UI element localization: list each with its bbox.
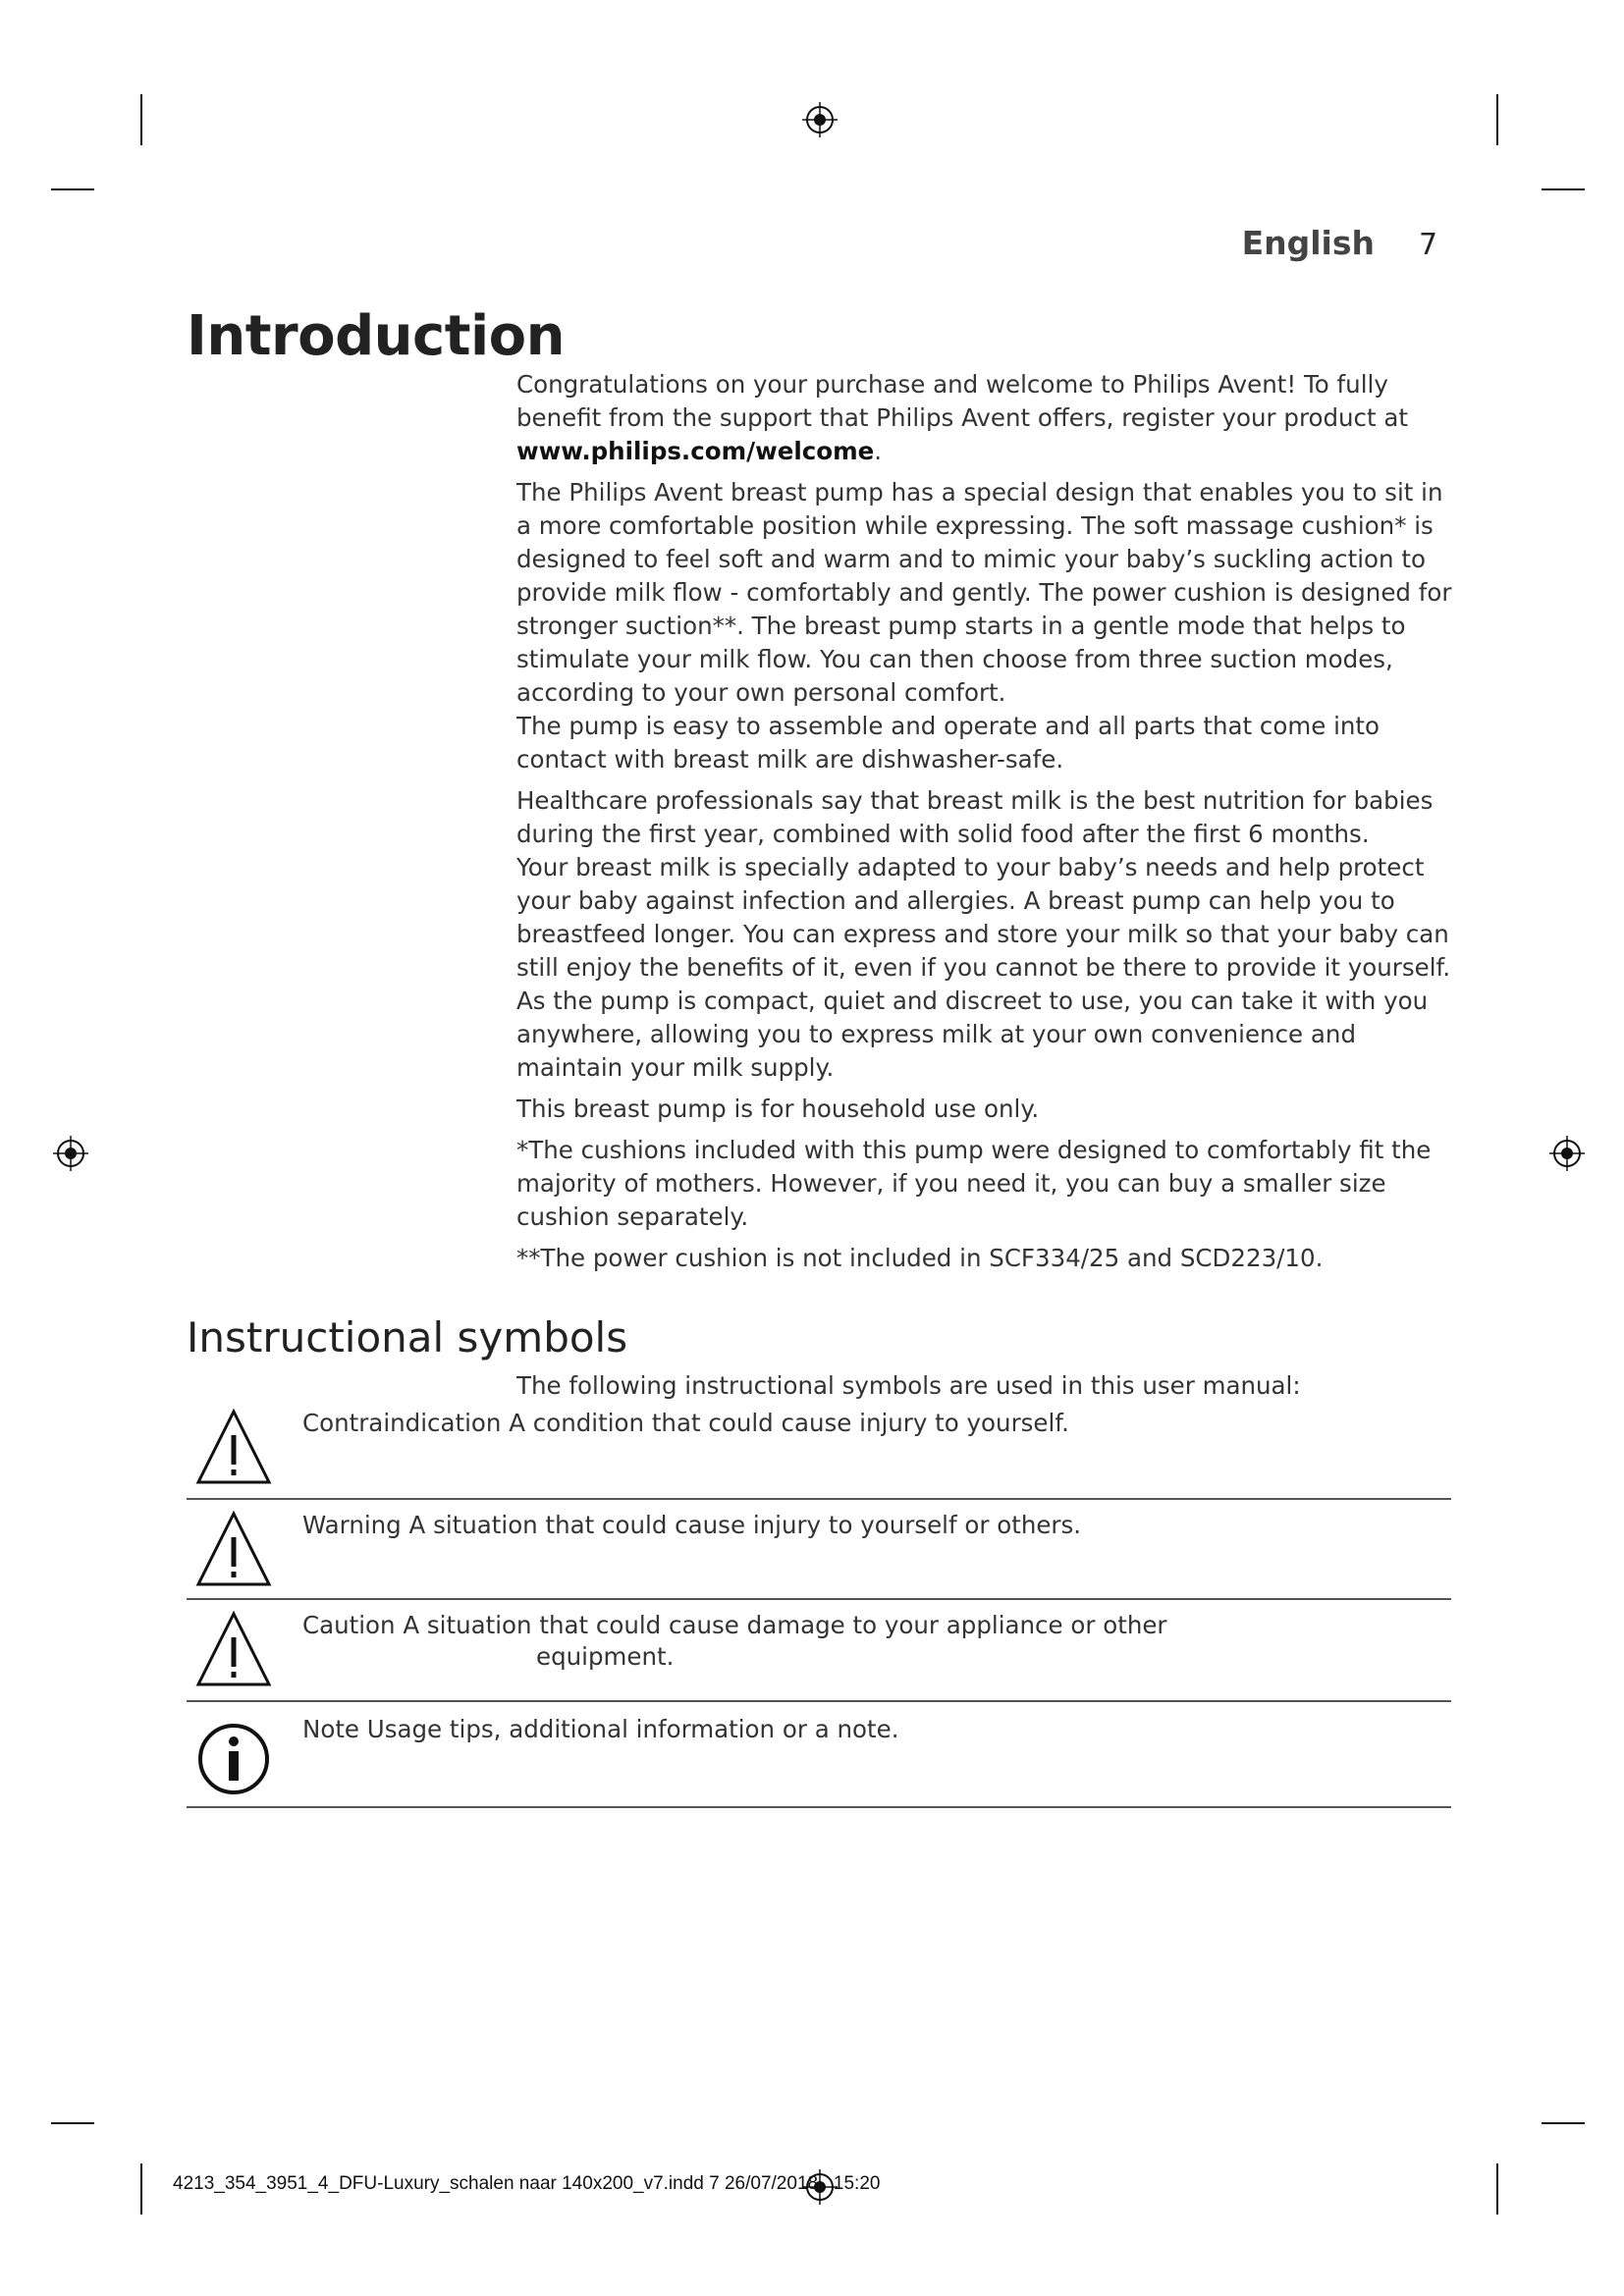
crop-mark-top-left-h	[51, 188, 94, 190]
welcome-link[interactable]: www.philips.com/welcome	[516, 437, 875, 465]
intro-paragraph-1-text: Congratulations on your purchase and welcome to Philips Avent! To fully benefit from the support that Philips Avent offers, register your product at	[516, 370, 1409, 432]
symbol-text-caution-line2: equipment.	[536, 1642, 675, 1671]
registration-mark-top-icon	[800, 100, 839, 139]
warning-triangle-icon	[194, 1510, 273, 1588]
intro-paragraph-5: Your breast milk is specially adapted to your baby’s needs and help protect your baby against infection and allergies. A breast pump can help you to breastfeed longer. You can express and store your milk so that your baby can still enjoy the benefits of it, even if you cannot be there to provide it yourself. As the pump is compact, quiet and discreet to use, you can take it with you anywhere, allowing you to express milk at your own convenience and maintain your milk supply.	[516, 853, 1451, 1082]
symbol-text-note: Note Usage tips, additional information or a note.	[302, 1715, 899, 1743]
symbols-intro: The following instructional symbols are used in this user manual:	[516, 1371, 1301, 1400]
introduction-heading: Introduction	[187, 304, 566, 368]
page-number: 7	[1419, 228, 1438, 262]
symbol-text-caution	[302, 1610, 1432, 1673]
intro-paragraph-4: Healthcare professionals say that breast milk is the best nutrition for babies during the first year, combined with solid food after the first 6 months.	[516, 786, 1434, 848]
intro-paragraph-1	[516, 368, 1459, 468]
crop-mark-bottom-right-h	[1542, 2122, 1585, 2124]
symbols-heading: Instructional symbols	[187, 1313, 628, 1362]
print-slug-file: 4213_354_3951_4_DFU-Luxury_schalen naar 140x200_v7.indd 7	[173, 2173, 720, 2194]
crop-mark-bottom-left-h	[51, 2122, 94, 2124]
crop-mark-top-left	[140, 94, 142, 145]
symbol-row-note	[187, 1714, 1451, 1808]
symbol-row-caution	[187, 1610, 1451, 1702]
intro-paragraph-7: *The cushions included with this pump were designed to comfortably fit the majority of mothers. However, if you need it, you can buy a smaller size cushion separately.	[516, 1136, 1432, 1231]
crop-mark-top-right	[1496, 94, 1498, 145]
symbol-row-contraindication	[187, 1408, 1451, 1500]
warning-triangle-icon	[194, 1408, 273, 1486]
symbol-text-contraindication: Contraindication A condition that could cause injury to yourself.	[302, 1409, 1069, 1437]
registration-mark-right-icon	[1547, 1134, 1587, 1173]
intro-paragraph-3: The pump is easy to assemble and operate and all parts that come into contact with breast milk are dishwasher-safe.	[516, 712, 1380, 774]
warning-triangle-icon	[194, 1610, 273, 1688]
crop-mark-top-right-h	[1542, 188, 1585, 190]
registration-mark-left-icon	[51, 1134, 90, 1173]
intro-paragraph-1-end: .	[874, 437, 883, 465]
intro-paragraph-6: This breast pump is for household use only.	[516, 1095, 1040, 1123]
symbol-row-warning	[187, 1510, 1451, 1600]
intro-paragraph-2: The Philips Avent breast pump has a special design that enables you to sit in a more comfortable position while expressing. The soft massage cushion* is designed to feel soft and warm and to mimic your baby’s suckling action to provide milk flow - comfortably and gently. The power cushion is designed for stronger suction**. The breast pump starts in a gentle mode that helps to stimulate your milk flow. You can then choose from three suction modes, according to your own personal comfort.	[516, 478, 1452, 707]
symbol-text-caution-line1: Caution A situation that could cause damage to your appliance or other	[302, 1611, 1167, 1639]
print-slug-time: 15:20	[833, 2173, 881, 2194]
print-slug	[173, 2173, 880, 2195]
symbol-text-warning: Warning A situation that could cause injury to yourself or others.	[302, 1511, 1082, 1539]
print-slug-date: 26/07/2018	[724, 2173, 819, 2194]
intro-paragraph-8: **The power cushion is not included in SCF334/25 and SCD223/10.	[516, 1244, 1324, 1272]
crop-mark-bottom-left	[140, 2163, 142, 2215]
introduction-body	[516, 368, 1459, 1283]
info-circle-icon	[194, 1718, 273, 1796]
header-language: English	[1241, 224, 1375, 262]
crop-mark-bottom-right	[1496, 2163, 1498, 2215]
